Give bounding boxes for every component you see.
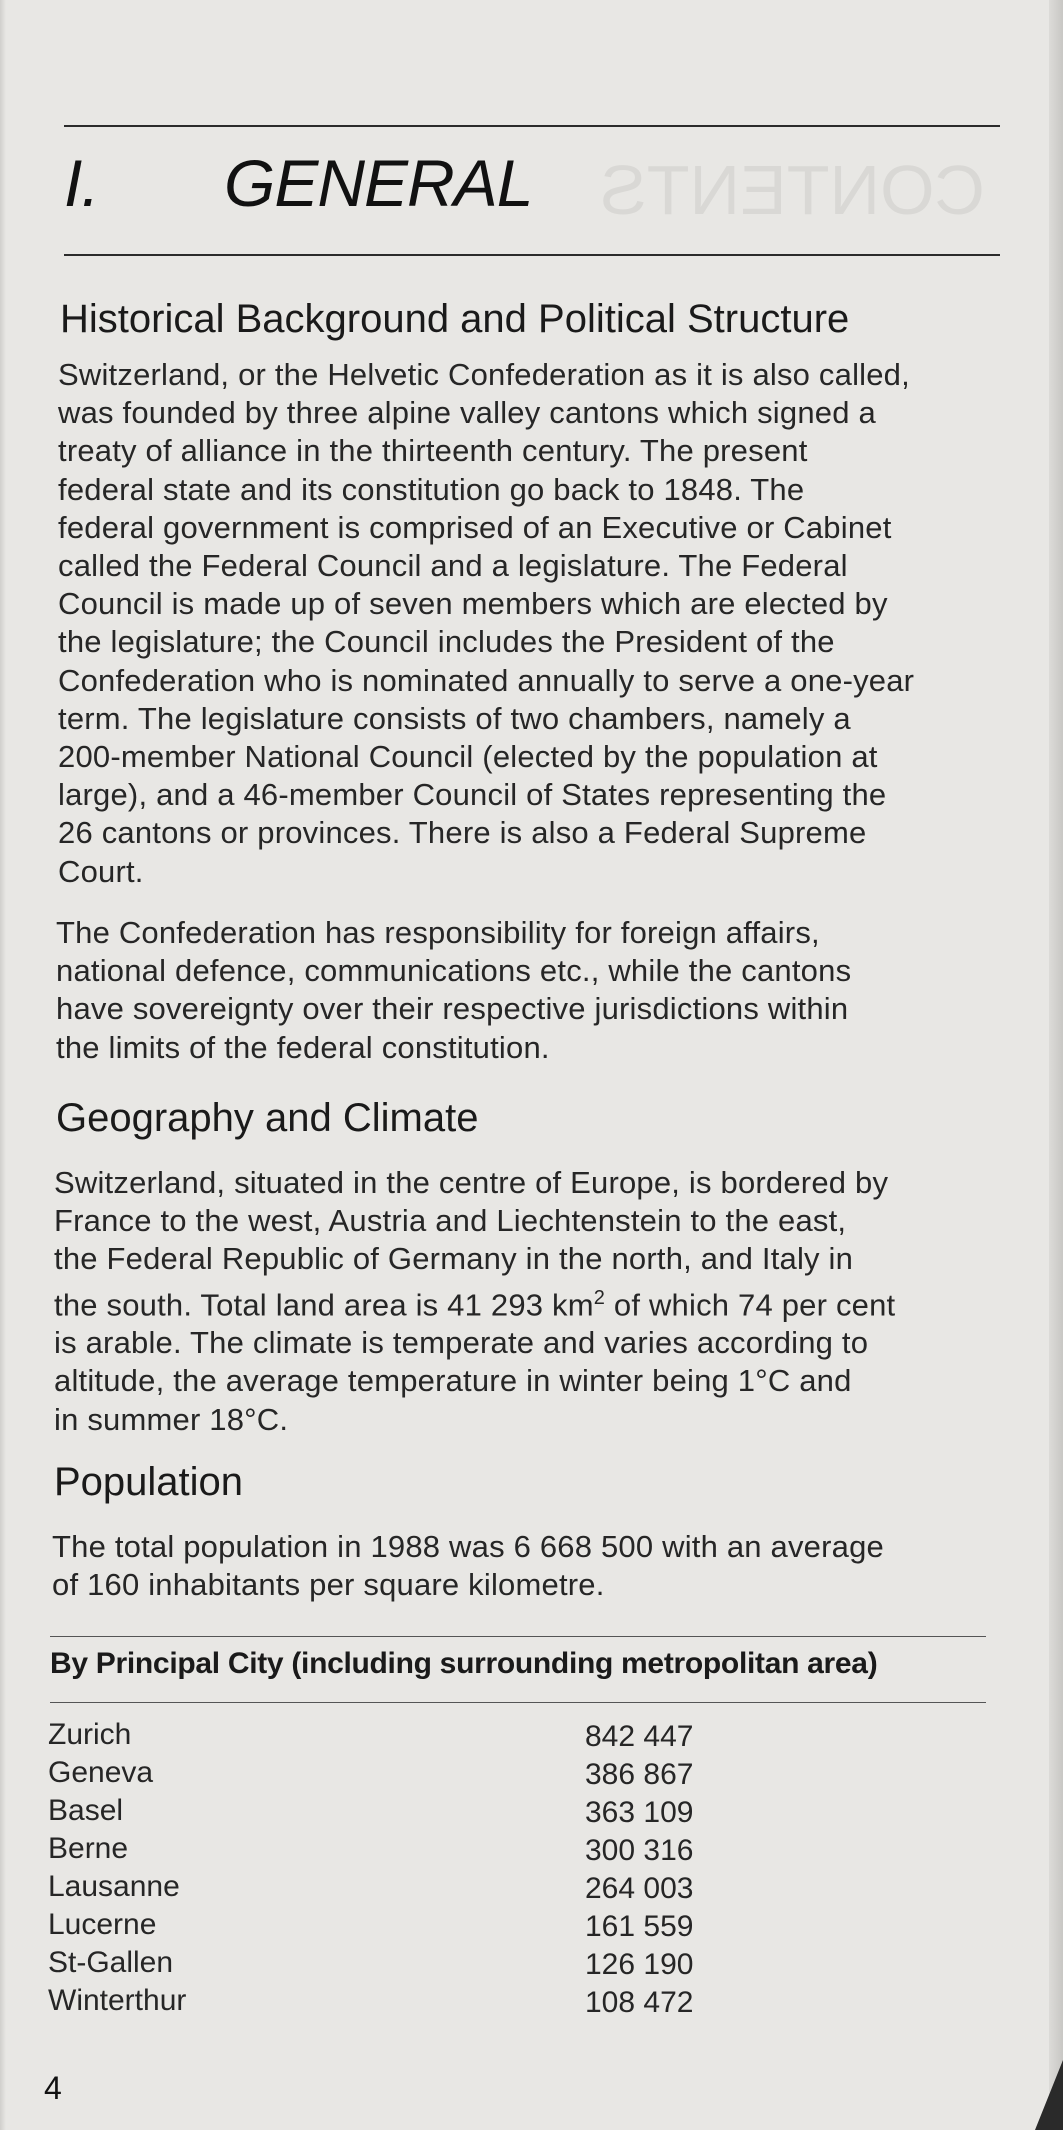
city-population: 386 867 (585, 1758, 694, 1791)
text-line: 200-member National Council (elected by the population at (58, 739, 878, 775)
text-line: France to the west, Austria and Liechtenstein to the east, (54, 1203, 847, 1239)
text-line: large), and a 46-member Council of States representing the (58, 777, 887, 813)
area-text-end: of which 74 per cent (605, 1286, 896, 1322)
city-population: 842 447 (585, 1720, 694, 1753)
section-heading-history: Historical Background and Political Structure (60, 297, 850, 341)
text-line: altitude, the average temperature in winter being 1°C and (54, 1363, 852, 1399)
text-line: federal state and its constitution go back to 1848. The (58, 471, 805, 507)
text-line: 26 cantons or provinces. There is also a Federal Supreme (58, 815, 867, 851)
text-line: the limits of the federal constitution. (56, 1029, 550, 1065)
text-line: treaty of alliance in the thirteenth century. The present (58, 433, 808, 469)
city-population: 363 109 (585, 1796, 694, 1829)
history-paragraph-2 (56, 914, 851, 1067)
chapter-number: I. (64, 146, 99, 220)
page-right-edge (1049, 0, 1063, 2130)
geography-paragraph (54, 1164, 895, 1439)
city-population: 108 472 (585, 1986, 694, 2019)
text-line: was founded by three alpine valley cantons which signed a (58, 395, 876, 431)
text-line: in summer 18°C. (54, 1401, 289, 1437)
chapter-title-text: GENERAL (224, 146, 533, 220)
table-rule-top (50, 1636, 986, 1637)
text-line: Court. (58, 853, 144, 889)
section-heading-geography: Geography and Climate (56, 1096, 479, 1140)
area-text-start: the south. Total land area is 41 293 km (54, 1286, 594, 1322)
city-name: Basel (48, 1794, 124, 1827)
city-name: Lausanne (48, 1870, 180, 1903)
page-number: 4 (44, 2070, 62, 2106)
text-line: the legislature; the Council includes the President of the (58, 624, 835, 660)
text-line: Council is made up of seven members which are elected by (58, 586, 888, 622)
table-row (48, 1984, 708, 2022)
text-line: of 160 inhabitants per square kilometre. (52, 1567, 605, 1603)
text-line-area (54, 1279, 895, 1325)
chapter-title (64, 146, 533, 220)
text-line: Switzerland, or the Helvetic Confederation as it is also called, (58, 357, 910, 392)
text-line: the Federal Republic of Germany in the north, and Italy in (54, 1241, 854, 1277)
city-name: Winterthur (48, 1984, 187, 2017)
history-paragraph-1 (58, 356, 914, 891)
city-name: Berne (48, 1832, 129, 1865)
area-superscript: 2 (593, 1286, 606, 1309)
text-line: have sovereignty over their respective jurisdictions within (56, 991, 849, 1027)
population-paragraph (52, 1528, 884, 1604)
table-row (48, 1870, 708, 1908)
city-name: Geneva (48, 1756, 154, 1789)
city-population: 126 190 (585, 1948, 694, 1981)
text-line: is arable. The climate is temperate and varies according to (54, 1325, 869, 1361)
city-name: St-Gallen (48, 1946, 174, 1979)
section-heading-population: Population (54, 1460, 244, 1504)
table-row (48, 1794, 708, 1832)
chapter-rule-bottom (64, 254, 1000, 256)
text-line: The total population in 1988 was 6 668 500 with an average (52, 1529, 884, 1564)
table-row (48, 1756, 708, 1794)
show-through-contents: CONTENTS (600, 151, 985, 229)
text-line: Switzerland, situated in the centre of Europe, is bordered by (54, 1165, 889, 1200)
text-line: term. The legislature consists of two chambers, namely a (58, 700, 851, 736)
city-name: Zurich (48, 1718, 132, 1751)
city-population: 161 559 (585, 1910, 694, 1943)
table-row (48, 1908, 708, 1946)
city-name: Lucerne (48, 1908, 157, 1941)
table-row (48, 1832, 708, 1870)
table-row (48, 1946, 708, 1984)
page-corner-shadow (1035, 2060, 1063, 2130)
city-table-heading: By Principal City (including surrounding metropolitan area) (50, 1647, 878, 1680)
table-rule-bottom (50, 1702, 986, 1703)
city-population: 264 003 (585, 1872, 694, 1905)
text-line: national defence, communications etc., while the cantons (56, 953, 852, 989)
text-line: called the Federal Council and a legislature. The Federal (58, 548, 848, 584)
city-population: 300 316 (585, 1834, 694, 1867)
chapter-rule-top (64, 125, 1000, 127)
page-left-edge (0, 0, 6, 2130)
text-line: federal government is comprised of an Executive or Cabinet (58, 509, 892, 545)
text-line: Confederation who is nominated annually to serve a one-year (58, 662, 915, 698)
text-line: The Confederation has responsibility for foreign affairs, (56, 915, 820, 950)
table-row (48, 1718, 708, 1756)
